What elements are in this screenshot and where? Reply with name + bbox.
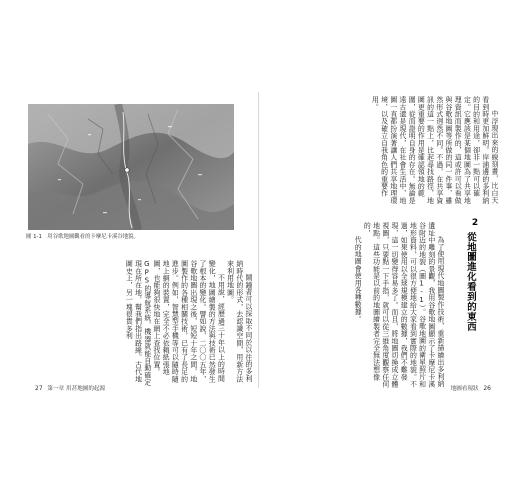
terrain-map-graphic (28, 104, 234, 230)
section-heading (448, 218, 498, 394)
paragraph: 為了使用現代地圖製作技術，重新描繪出多利納遺址中雕刻的景觀，我用谷歌地圖顯示了卡摩尼卡溪谷附近的地貌（圖1-1）。谷歌地圖的衛星照片和地形資料，可以很方便地給大家看到實際的地貌。不過，如果使用以全球規模建立的數據，我們不難發現，這一切變得容易多了。而且，將地圖切換成立體視圖，只要點一下手指，就可以從三維角度觀察任何地點。這些功能是以前的地圖繪製者完全無法想像的， (362, 222, 444, 388)
section-number: 2 (471, 218, 479, 228)
paragraph: 鬧鐘者可以採取不同於以往的多利納時代的形式，去認識空間，用新方法來利用地圖。 (225, 260, 252, 383)
page-number: 27 (35, 385, 43, 392)
paragraph: 不用說，經歷過三十年以上的時間變化，地圖繪製的方法與技術已然發生了根本的變化。譬如說，二〇〇五年，谷歌地圖出現之後，短短十年之間，地圖製作的各種相關技術，已有了長足的進步。例如，智慧型手機等可以隨時隨地上網的裝置，完全不必依賴紙張地圖，也能夠很快地在網上查找位置。GPS的導航系統，機器就能自動確定現在所在地，幫我們指出路線。古代地圖史上，另一塊很貴多利 (124, 260, 225, 386)
right-footer (451, 384, 494, 392)
page-number: 26 (483, 385, 491, 392)
map-image (28, 104, 234, 230)
chapter-title: 用甚地圖的起源 (66, 386, 106, 392)
section-title: 從地圖進化看到的東西 (465, 232, 476, 332)
book-spread (26, 88, 498, 396)
paragraph: 中浮現出來的線刻畫，比白天看到時更加鮮明。岸浦邊的多利納的目的和用途，卻非一點可以確定。它應該是某個地圖為了共享地理資訊而製作的，這或許可以看做與谷歌地圖等所做的同一件事，雖然形式迥然不同。不過，在共享資訊的這一點上，比起尋找路徑，地圖更重要的作用是確認領地的範圍，從而證明自身的存在。無論是遠古還是現代，在社會生活中，地圖一直都扮演著讓人們共享地理環境，以及確立自我角色的重要作用。 (370, 96, 498, 204)
section-body (264, 222, 444, 392)
right-page (264, 88, 498, 396)
figure-caption: 圖 1-1 用谷歌地圖觀看的卡摩尼卡溪谷地貌。 (26, 234, 139, 240)
chapter-label: 第一章 (47, 386, 65, 392)
paragraph: 代的地圖會使用各種數據。 (353, 235, 362, 323)
left-page-body (118, 260, 252, 386)
chapter-title: 地圖看現狀 (450, 386, 479, 392)
gutter-divider (258, 92, 259, 388)
left-footer (32, 384, 105, 392)
left-page (26, 88, 256, 396)
right-page-top-body (264, 96, 498, 206)
